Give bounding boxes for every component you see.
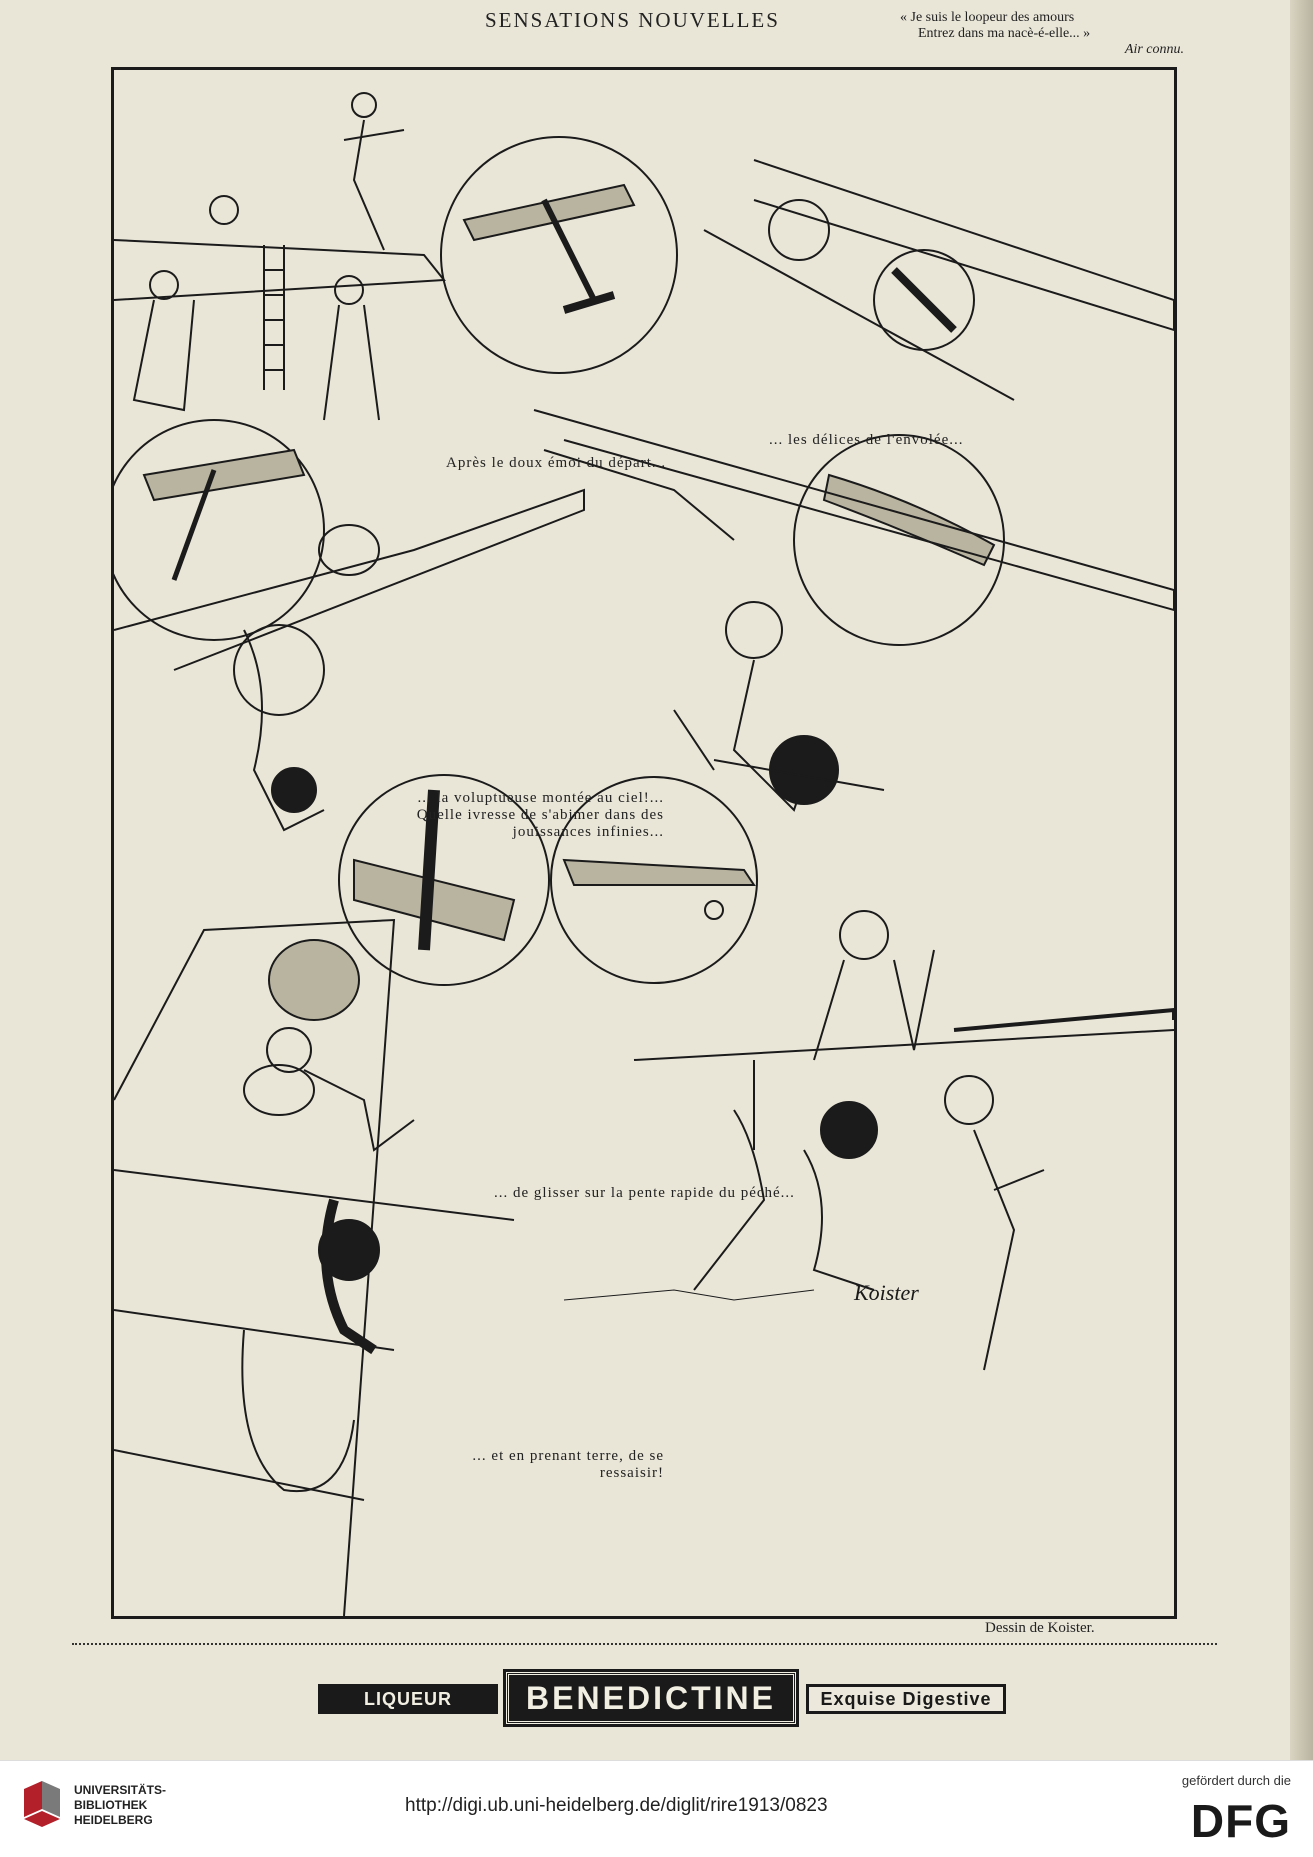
page-edge [1290, 0, 1313, 1760]
advert-left: LIQUEUR [318, 1684, 498, 1714]
epigraph [900, 10, 1190, 58]
library-name: UNIVERSITÄTS- BIBLIOTHEK HEIDELBERG [74, 1783, 167, 1827]
advert-middle: BENEDICTINE [506, 1672, 796, 1724]
drawing-credit: Dessin de Koister. [985, 1620, 1095, 1636]
dfg-logo: DFG [1190, 1795, 1291, 1847]
illustration [114, 70, 1174, 1616]
caption-4: ... de glisser sur la pente rapide du péché... [494, 1185, 795, 1201]
epigraph-line-2: Entrez dans ma nacè-é-elle... » [918, 26, 1091, 41]
benedictine-advert [318, 1670, 1008, 1726]
ub-heidelberg-logo-icon [18, 1779, 66, 1839]
caption-2: ... les délices de l'envolée... [769, 432, 964, 448]
illustration-frame [111, 67, 1177, 1619]
epigraph-source: Air connu. [1124, 42, 1184, 57]
digitization-footer [0, 1760, 1313, 1857]
page-title: SENSATIONS NOUVELLES [485, 8, 780, 32]
funded-by-text: gefördert durch die [1181, 1773, 1291, 1788]
artist-signature: Koister [854, 1280, 919, 1305]
advert-right: Exquise Digestive [806, 1684, 1006, 1714]
caption-1: Après le doux émoi du départ... [446, 455, 667, 471]
epigraph-line-1: « Je suis le loopeur des amours [900, 10, 1075, 25]
caption-5: ... et en prenant terre, de se ressaisir! [472, 1448, 664, 1481]
separator-rule [72, 1643, 1217, 1651]
caption-3: ... la voluptueuse montée au ciel!... Quelle ivresse de s'abimer dans des jouissances infinies... [416, 790, 664, 840]
source-url[interactable]: http://digi.ub.uni-heidelberg.de/diglit/rire1913/0823 [405, 1795, 828, 1816]
